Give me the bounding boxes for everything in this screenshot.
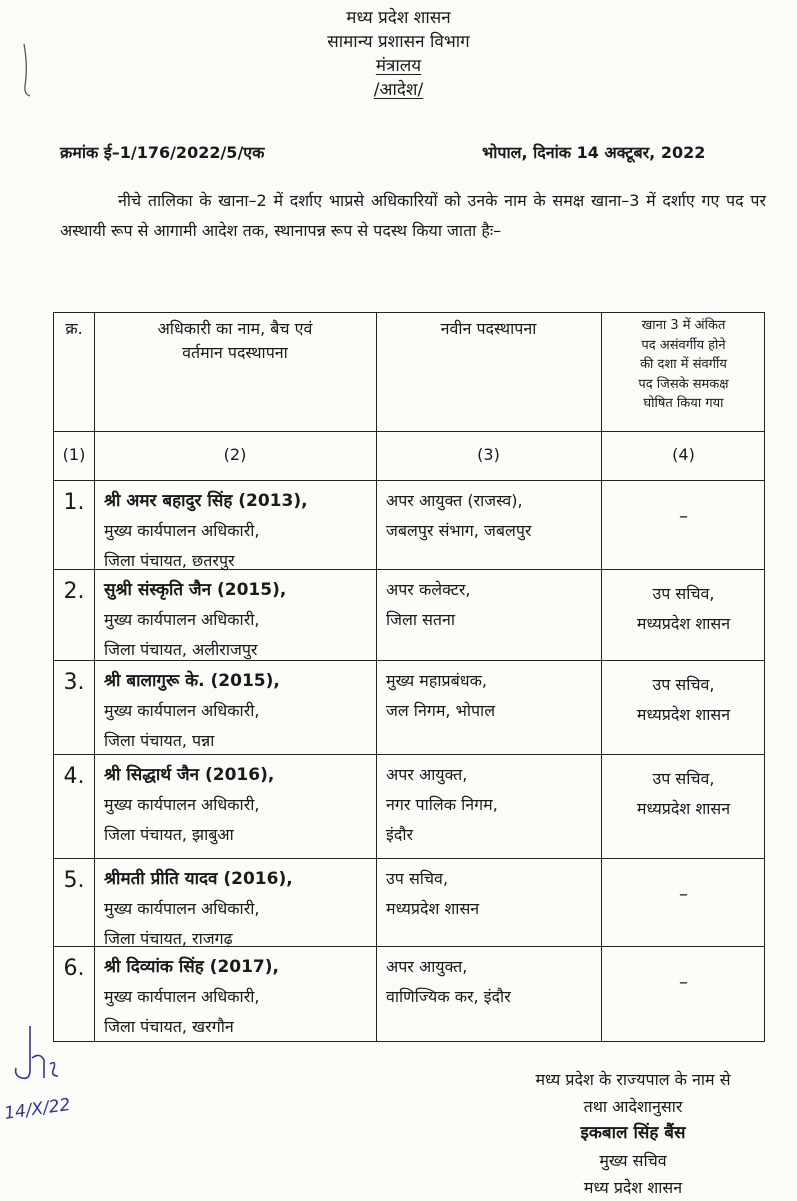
equivalent-line: मध्यप्रदेश शासन: [636, 799, 731, 818]
row-new-posting: [386, 486, 598, 546]
officer-designation: मुख्य कार्यपालन अधिकारी,: [104, 521, 260, 540]
row-equivalent: [601, 764, 766, 824]
new-posting-line: मुख्य महाप्रबंधक,: [386, 671, 487, 690]
equivalent-line: उप सचिव,: [652, 769, 715, 788]
signatory-org: मध्य प्रदेश शासन: [583, 1178, 683, 1197]
header-equivalent-line: घोषित किया गया: [643, 396, 724, 411]
handwritten-initials: [0, 1018, 110, 1128]
equivalent-line: मध्यप्रदेश शासन: [636, 614, 731, 633]
new-posting-line: अपर आयुक्त,: [386, 957, 468, 976]
department-name: सामान्य प्रशासन विभाग: [327, 32, 470, 52]
row-officer: [104, 666, 374, 756]
header-new-posting: नवीन पदस्थापना: [440, 319, 537, 338]
signature-line2: तथा आदेशानुसार: [583, 1097, 683, 1116]
officer-location: जिला पंचायत, राजगढ़: [104, 929, 233, 948]
officer-location: जिला पंचायत, पन्ना: [104, 731, 215, 750]
order-number: क्रमांक ई–1/176/2022/5/एक: [60, 143, 265, 162]
header-serial: क्र.: [65, 319, 83, 338]
col-number: (2): [223, 445, 247, 464]
equivalent-line: –: [679, 506, 688, 527]
letter-header: [0, 6, 797, 102]
signature-line1: मध्य प्रदेश के राज्यपाल के नाम से: [535, 1070, 731, 1089]
new-posting-line: अपर आयुक्त,: [386, 765, 468, 784]
equivalent-line: –: [679, 972, 688, 993]
new-posting-line: अपर कलेक्टर,: [386, 580, 471, 599]
officer-name: श्री अमर बहादुर सिंह (2013),: [104, 491, 308, 511]
officer-name: श्रीमती प्रीति यादव (2016),: [104, 869, 293, 889]
signatory-name: इकबाल सिंह बैंस: [580, 1123, 686, 1143]
order-body-text: नीचे तालिका के खाना–2 में दर्शाए भाप्रसे अधिकारियों को उनके नाम के समक्ष खाना–3 में दर्शाए गए पद पर अस्थायी रूप से आगामी आदेश तक, स्थानापन्न रूप से पदस्थ किया जाता हैः–: [60, 191, 766, 240]
row-new-posting: [386, 864, 598, 924]
posting-table: [53, 312, 765, 1042]
office-name: मंत्रालय: [375, 56, 422, 76]
row-equivalent: [601, 579, 766, 639]
order-title: /आदेश/: [373, 80, 424, 100]
row-serial: 5.: [63, 868, 85, 893]
equivalent-line: उप सचिव,: [652, 675, 715, 694]
row-officer: [104, 952, 374, 1042]
new-posting-line: अपर आयुक्त (राजस्व),: [386, 491, 523, 510]
officer-name: श्री दिव्यांक सिंह (2017),: [104, 957, 279, 977]
new-posting-line: उप सचिव,: [386, 869, 449, 888]
officer-designation: मुख्य कार्यपालन अधिकारी,: [104, 701, 260, 720]
row-new-posting: [386, 575, 598, 635]
officer-name: श्री सिद्धार्थ जैन (2016),: [104, 765, 275, 785]
col-number: (1): [62, 445, 86, 464]
officer-designation: मुख्य कार्यपालन अधिकारी,: [104, 610, 260, 629]
officer-designation: मुख्य कार्यपालन अधिकारी,: [104, 899, 260, 918]
officer-location: जिला पंचायत, खरगौन: [104, 1017, 234, 1036]
officer-location: जिला पंचायत, झाबुआ: [104, 825, 234, 844]
row-new-posting: [386, 760, 598, 850]
row-equivalent: [601, 670, 766, 730]
new-posting-line: जल निगम, भोपाल: [386, 701, 496, 720]
row-equivalent: [601, 968, 766, 998]
row-new-posting: [386, 666, 598, 726]
header-officer-line1: अधिकारी का नाम, बैच एवं: [157, 319, 313, 338]
row-serial: 1.: [63, 490, 85, 515]
header-equivalent-line: खाना 3 में अंकित: [641, 318, 726, 333]
initials-date: 14/X/22: [3, 1094, 72, 1124]
row-serial: 3.: [63, 670, 85, 695]
col-number: (4): [672, 445, 695, 464]
signature-block: [488, 1066, 778, 1201]
row-serial: 2.: [63, 579, 85, 604]
officer-designation: मुख्य कार्यपालन अधिकारी,: [104, 987, 260, 1006]
new-posting-line: जिला सतना: [386, 610, 456, 629]
signatory-title: मुख्य सचिव: [599, 1151, 667, 1170]
officer-name: सुश्री संस्कृति जैन (2015),: [104, 580, 287, 600]
header-officer: [94, 317, 376, 365]
new-posting-line: इंदौर: [386, 825, 414, 844]
header-equivalent-line: पद जिसके समकक्ष: [638, 376, 729, 392]
col-number: (3): [477, 445, 500, 464]
row-officer: [104, 864, 374, 954]
equivalent-line: –: [679, 884, 688, 905]
row-officer: [104, 575, 374, 665]
header-equivalent-line: पद असंवर्गीय होने: [641, 337, 726, 353]
row-equivalent: [601, 502, 766, 532]
row-officer: [104, 760, 374, 850]
row-equivalent: [601, 880, 766, 910]
row-officer: [104, 486, 374, 576]
header-officer-line2: वर्तमान पदस्थापना: [182, 343, 288, 362]
row-serial: 4.: [63, 764, 85, 789]
government-name: मध्य प्रदेश शासन: [346, 8, 451, 28]
officer-location: जिला पंचायत, छतरपुर: [104, 551, 235, 570]
officer-location: जिला पंचायत, अलीराजपुर: [104, 640, 258, 659]
new-posting-line: नगर पालिक निगम,: [386, 795, 498, 814]
row-serial: 6.: [63, 956, 85, 981]
officer-designation: मुख्य कार्यपालन अधिकारी,: [104, 795, 260, 814]
new-posting-line: मध्यप्रदेश शासन: [386, 899, 480, 918]
equivalent-line: उप सचिव,: [652, 584, 715, 603]
row-new-posting: [386, 952, 598, 1012]
place-date: भोपाल, दिनांक 14 अक्टूबर, 2022: [482, 143, 706, 162]
header-equivalent: [601, 316, 766, 414]
equivalent-line: मध्यप्रदेश शासन: [636, 705, 731, 724]
header-equivalent-line: की दशा में संवर्गीय: [640, 357, 727, 372]
new-posting-line: वाणिज्यिक कर, इंदौर: [386, 987, 511, 1006]
new-posting-line: जबलपुर संभाग, जबलपुर: [386, 521, 532, 540]
officer-name: श्री बालागुरू के. (2015),: [104, 671, 280, 691]
